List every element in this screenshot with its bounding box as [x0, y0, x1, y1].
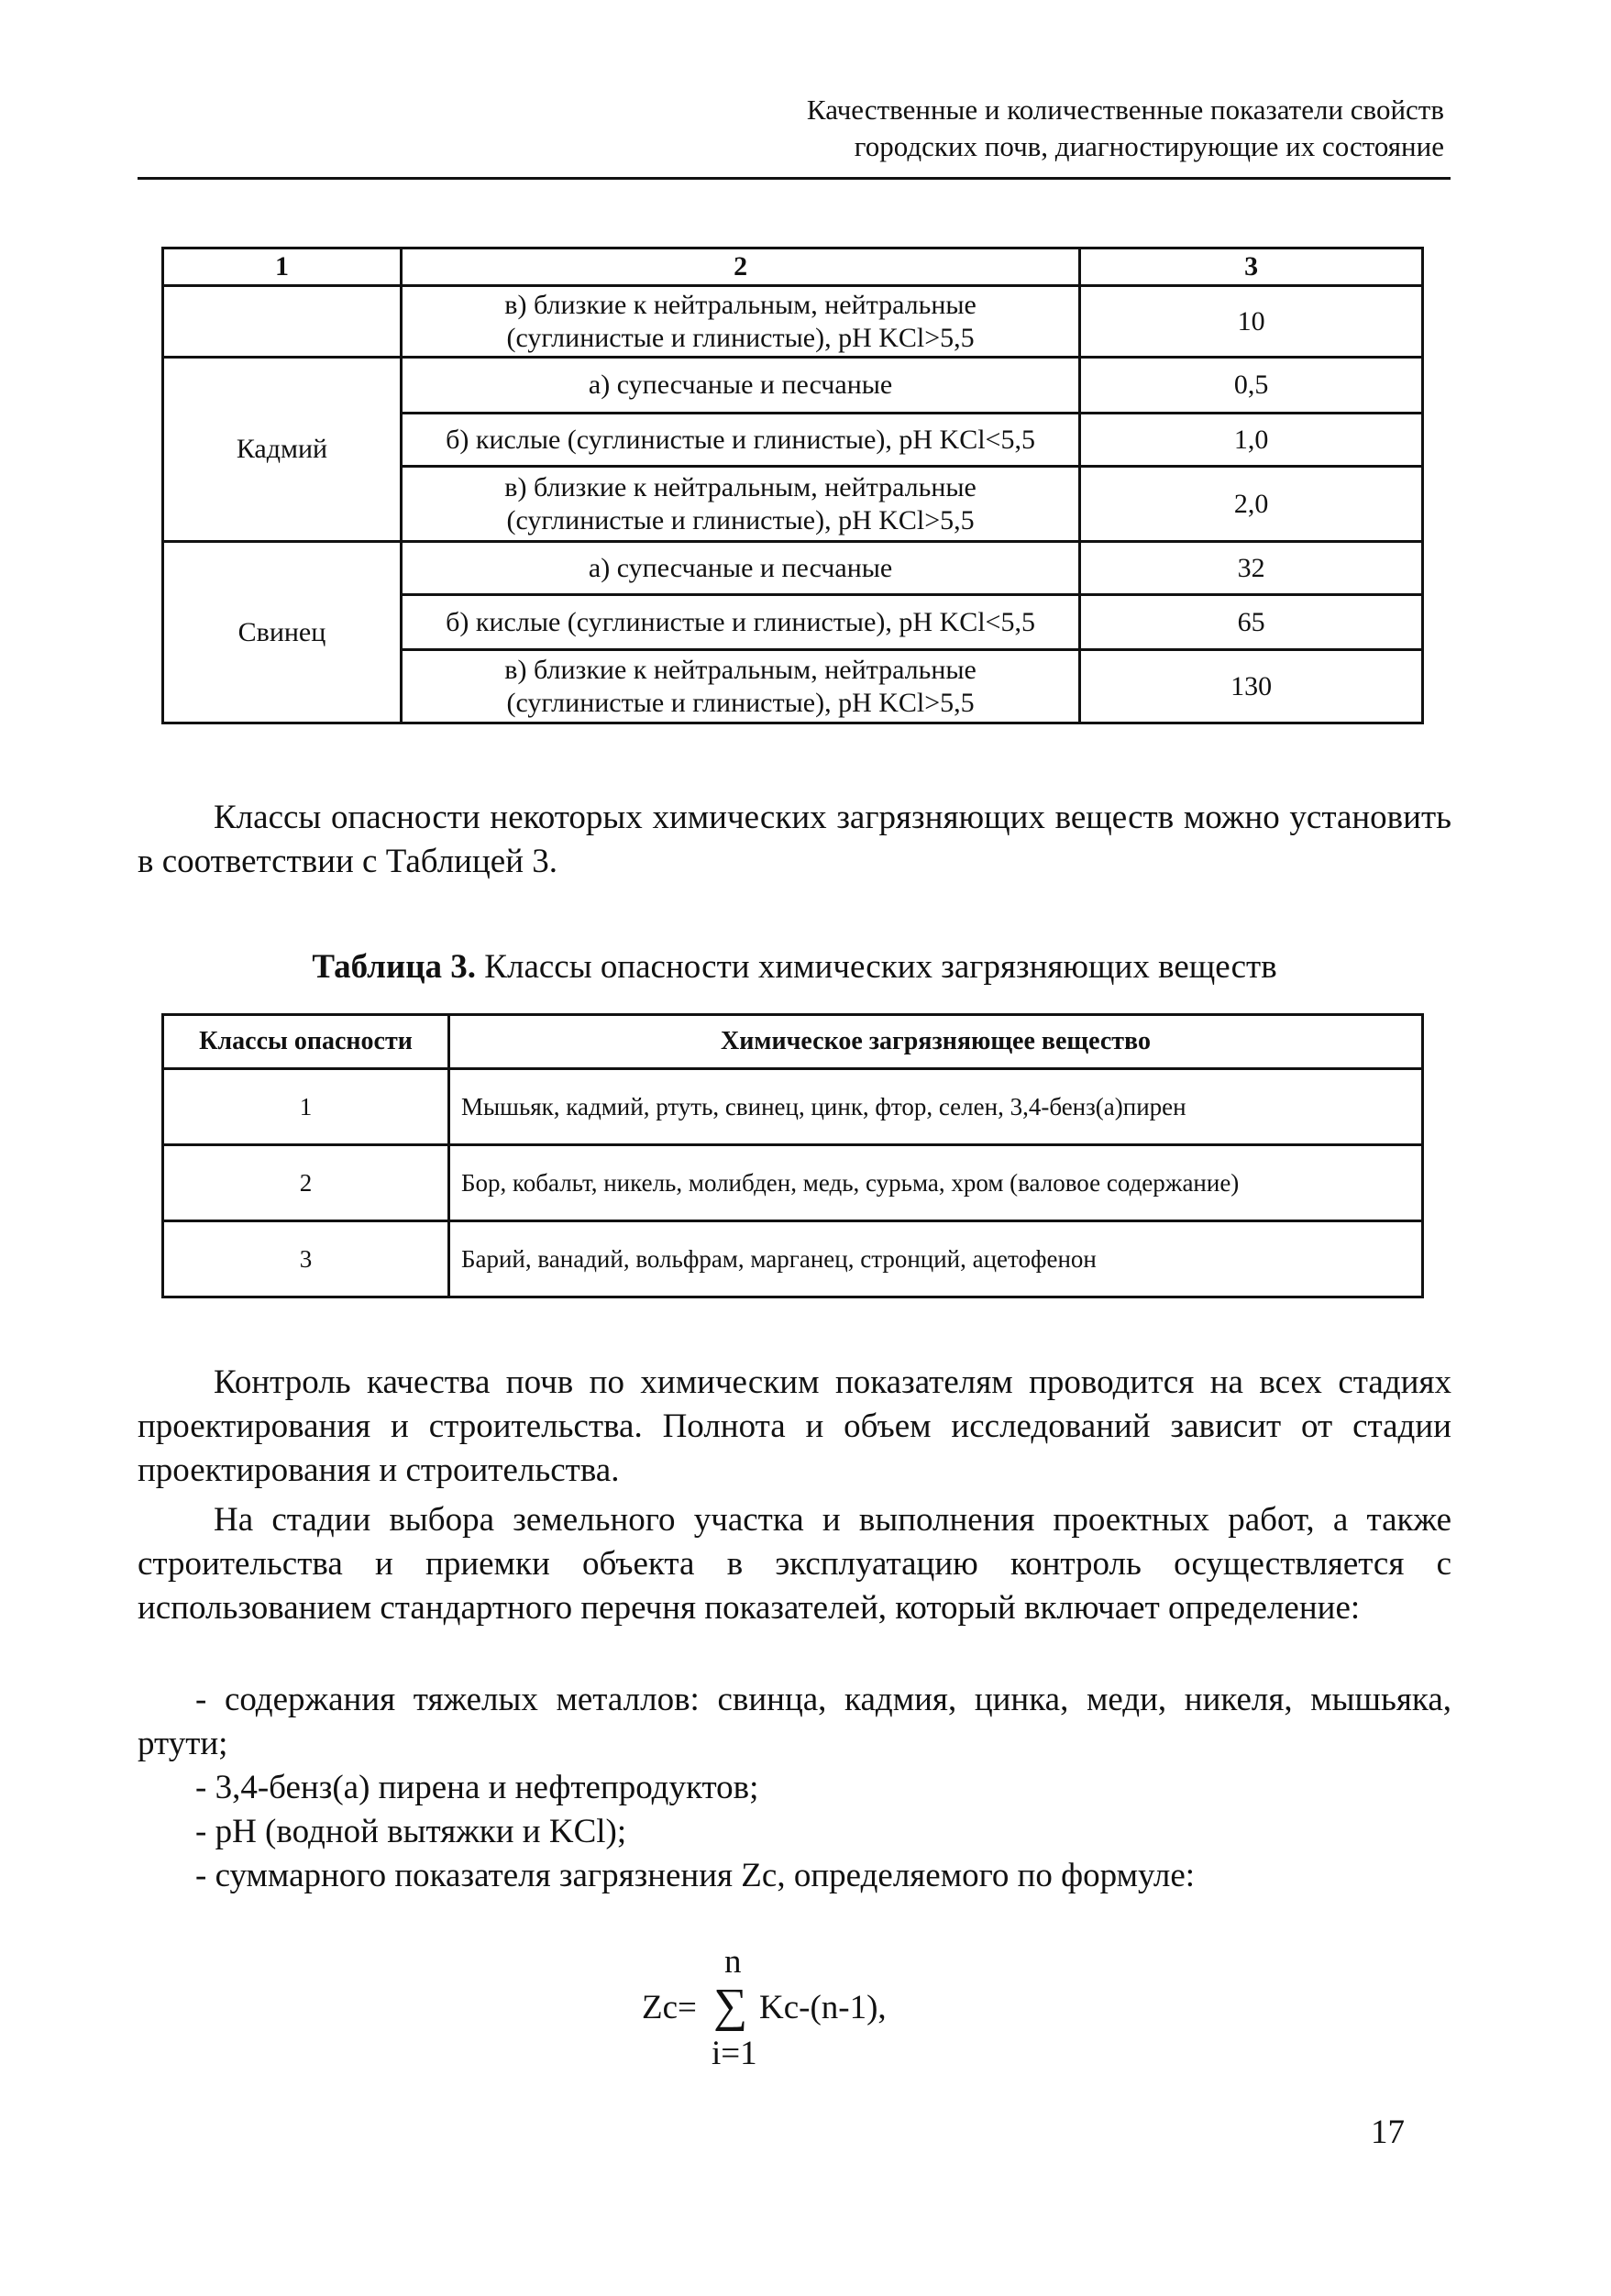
substance-cell: Барий, ванадий, вольфрам, марганец, стронций, ацетофенон	[449, 1221, 1423, 1297]
list-item: - суммарного показателя загрязнения Zc, определяемого по формуле:	[195, 1857, 1196, 1894]
soil-cell: а) супесчаные и песчаные	[401, 358, 1079, 414]
substance-cell: Бор, кобальт, никель, молибден, медь, сурьма, хром (валовое содержание)	[449, 1145, 1423, 1221]
sigma-symbol: ∑	[713, 1980, 748, 2032]
formula-rhs: Kc-(n-1),	[759, 1989, 887, 2026]
table-header-row	[163, 1015, 1423, 1069]
value-cell: 1,0	[1080, 414, 1423, 467]
table-row	[163, 286, 1423, 358]
col-header-substance: Химическое загрязняющее вещество	[449, 1015, 1423, 1069]
value-cell: 0,5	[1080, 358, 1423, 414]
hazard-class-cell: 1	[163, 1069, 449, 1145]
value-cell: 130	[1080, 650, 1423, 723]
table-3-caption-label: Таблица 3.	[312, 948, 477, 986]
soil-cell: в) близкие к нейтральным, нейтральные (суглинистые и глинистые), pH KCl>5,5	[401, 286, 1079, 358]
sum-upper-limit: n	[724, 1943, 742, 1981]
table-row	[163, 1145, 1423, 1221]
paragraph-table3-intro: Классы опасности некоторых химических загрязняющих веществ можно установить в соответствии с Таблицей 3.	[138, 799, 1451, 880]
running-header-line1: Качественные и количественные показатели свойств	[806, 94, 1444, 126]
col-header-3: 3	[1080, 248, 1423, 286]
hazard-class-cell: 2	[163, 1145, 449, 1221]
element-cell-lead: Свинец	[163, 542, 402, 723]
table-3-caption	[138, 945, 1451, 989]
paragraph-quality-control: Контроль качества почв по химическим показателям проводится на всех стадиях проектирования и строительства. Полнота и объем исследований зависит от стадии проектирования и строительства.	[138, 1363, 1451, 1489]
soil-cell: в) близкие к нейтральным, нейтральные (суглинистые и глинистые), pH KCl>5,5	[401, 650, 1079, 723]
col-header-1: 1	[163, 248, 402, 286]
hazard-class-cell: 3	[163, 1221, 449, 1297]
list-item: - содержания тяжелых металлов: свинца, кадмия, цинка, меди, никеля, мышьяка, ртути;	[138, 1681, 1451, 1762]
running-header	[138, 92, 1444, 165]
sum-lower-limit: i=1	[712, 2035, 757, 2072]
table-row	[163, 1221, 1423, 1297]
table-row	[163, 542, 1423, 595]
col-header-hazard-class: Классы опасности	[163, 1015, 449, 1069]
soil-cell: б) кислые (суглинистые и глинистые), pH KCl<5,5	[401, 414, 1079, 467]
substance-cell: Мышьяк, кадмий, ртуть, свинец, цинк, фтор, селен, 3,4-бенз(а)пирен	[449, 1069, 1423, 1145]
soil-cell: а) супесчаные и песчаные	[401, 542, 1079, 595]
table-3-caption-text: Классы опасности химических загрязняющих веществ	[476, 948, 1277, 986]
value-cell: 65	[1080, 595, 1423, 650]
table-2-continuation	[161, 247, 1424, 724]
page-number: 17	[1371, 2114, 1405, 2151]
value-cell: 2,0	[1080, 467, 1423, 542]
table-3	[161, 1013, 1424, 1298]
paragraph-standard-list: На стадии выбора земельного участка и выполнения проектных работ, а также строительства и приемки объекта в эксплуатацию контроль осуществляется с использованием стандартного перечня показателей, который включает определение:	[138, 1501, 1451, 1627]
table-header-row	[163, 248, 1423, 286]
formula-lhs: Zc=	[642, 1989, 697, 2026]
value-cell: 10	[1080, 286, 1423, 358]
soil-cell: в) близкие к нейтральным, нейтральные (суглинистые и глинистые), pH KCl>5,5	[401, 467, 1079, 542]
list-item: - 3,4-бенз(а) пирена и нефтепродуктов;	[195, 1769, 759, 1806]
col-header-2: 2	[401, 248, 1079, 286]
soil-cell: б) кислые (суглинистые и глинистые), pH KCl<5,5	[401, 595, 1079, 650]
value-cell: 32	[1080, 542, 1423, 595]
element-cell-cadmium: Кадмий	[163, 358, 402, 542]
table-row	[163, 1069, 1423, 1145]
running-header-line2: городских почв, диагностирующие их состояние	[854, 130, 1444, 162]
list-item: - pH (водной вытяжки и KCl);	[195, 1813, 627, 1850]
header-rule	[138, 177, 1451, 180]
table-row	[163, 358, 1423, 414]
element-cell-empty	[163, 286, 402, 358]
zc-formula	[633, 1942, 999, 2070]
